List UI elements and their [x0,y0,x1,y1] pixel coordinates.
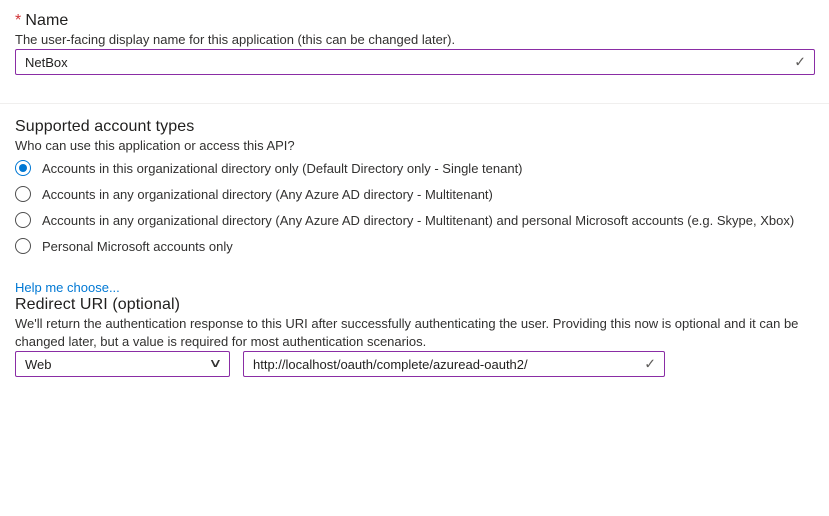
name-title-label: Name [25,12,69,29]
name-section-title [15,11,815,31]
radio-option-label: Accounts in this organizational directory only (Default Directory only - Single tenant) [42,160,523,176]
name-input[interactable] [15,49,815,75]
redirect-uri-section-title: Redirect URI (optional) [15,296,181,313]
supported-account-types-question: Who can use this application or access this API? [15,138,295,153]
radio-unselected-icon[interactable] [15,186,31,202]
platform-select[interactable] [15,351,230,377]
name-input-wrap [15,49,815,75]
radio-option-personal-only[interactable] [15,233,815,259]
radio-option-label: Accounts in any organizational directory (Any Azure AD directory - Multitenant) and personal Microsoft accounts (e.g. Skype, Xbox) [42,212,795,228]
platform-select-value: Web [25,356,52,372]
redirect-uri-description: We'll return the authentication response to this URI after successfully authenticating the user. Providing this now is optional and it can be changed later, but a value is required for most authentication scenarios. [15,316,799,349]
account-type-radio-group [15,155,815,259]
radio-option-multitenant[interactable] [15,181,815,207]
radio-option-label: Accounts in any organizational directory (Any Azure AD directory - Multitenant) [42,186,493,202]
redirect-uri-input[interactable] [243,351,665,377]
redirect-uri-input-wrap [243,351,665,377]
name-description: The user-facing display name for this application (this can be changed later). [15,32,456,47]
valid-checkmark-icon: ✓ [644,355,656,372]
radio-option-single-tenant[interactable] [15,155,815,181]
section-divider [0,103,829,104]
chevron-down-icon: ∨ [208,356,223,370]
radio-unselected-icon[interactable] [15,238,31,254]
help-me-choose-link[interactable]: Help me choose... [15,280,120,295]
radio-selected-icon[interactable] [15,160,31,176]
valid-checkmark-icon: ✓ [794,53,806,70]
radio-unselected-icon[interactable] [15,212,31,228]
redirect-uri-controls [15,351,815,377]
required-asterisk: * [15,12,22,29]
radio-option-label: Personal Microsoft accounts only [42,238,233,254]
radio-option-multitenant-personal[interactable] [15,207,815,233]
supported-account-types-title: Supported account types [15,118,195,135]
